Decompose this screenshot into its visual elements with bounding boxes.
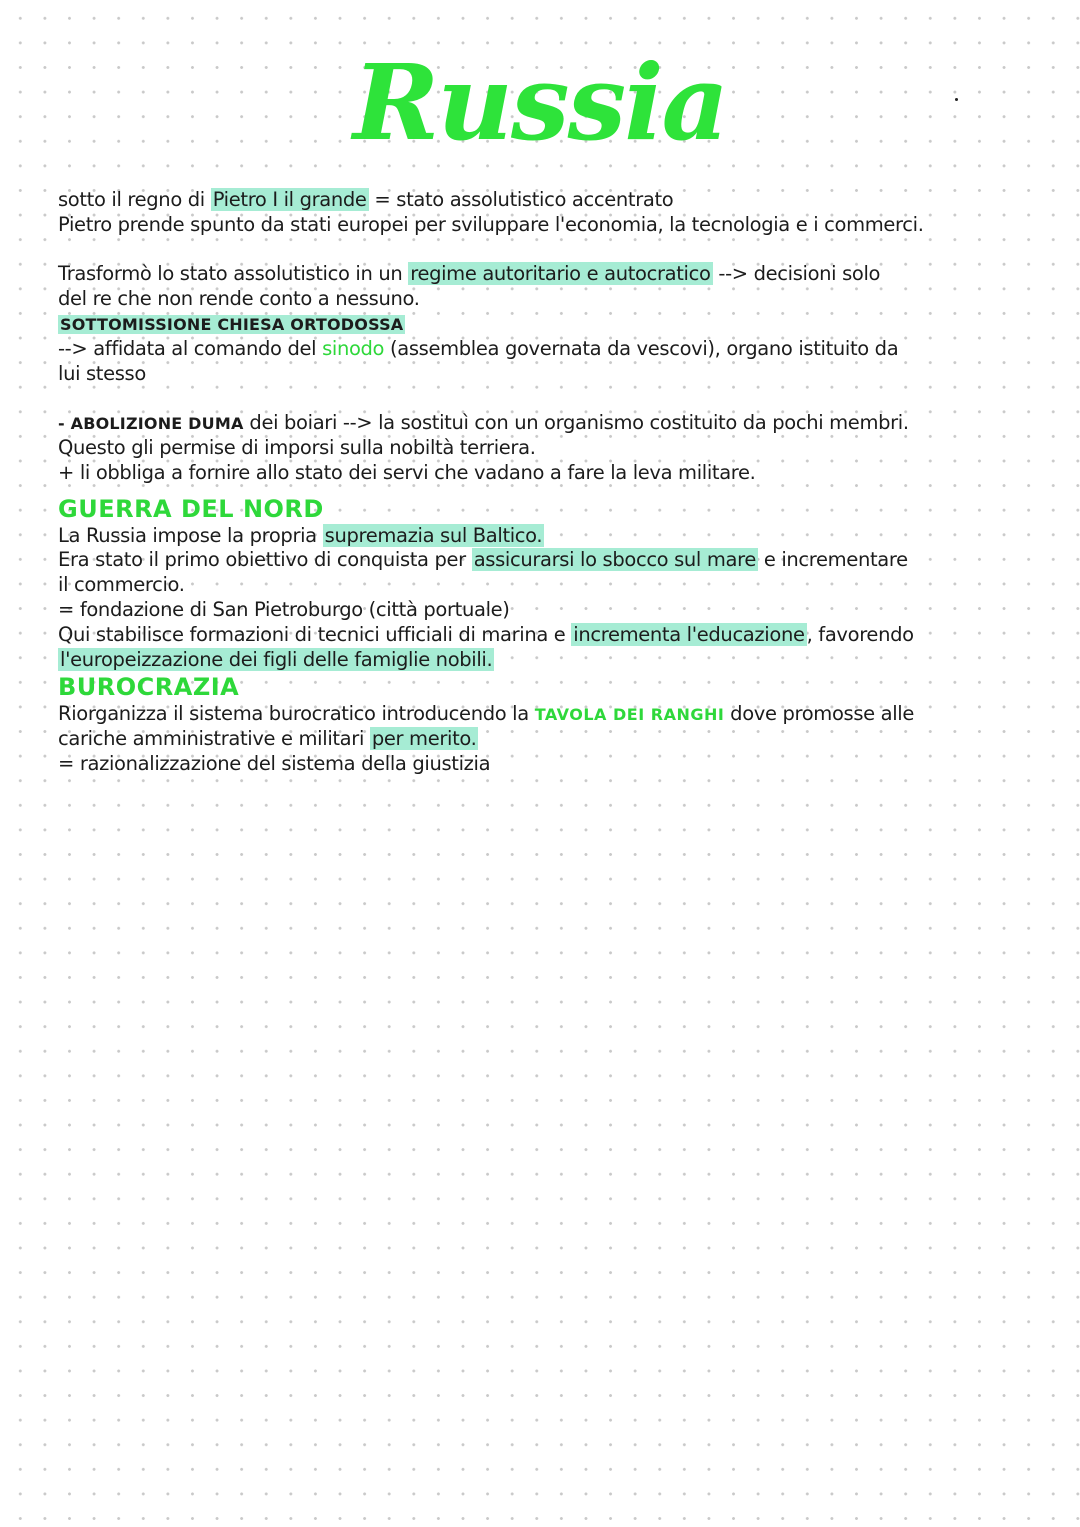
text: sotto il regno di bbox=[58, 188, 211, 211]
ink-dot bbox=[955, 98, 958, 101]
highlight: per merito. bbox=[371, 727, 477, 751]
text-line: = fondazione di San Pietroburgo (città portuale) bbox=[58, 597, 510, 621]
text-line: = razionalizzazione del sistema della giustizia bbox=[58, 751, 491, 775]
text: Era stato il primo obiettivo di conquista per bbox=[58, 548, 472, 572]
text-line: del re che non rende conto a nessuno. bbox=[58, 287, 420, 311]
page-title: Russia bbox=[352, 41, 728, 164]
text-line bbox=[58, 623, 1048, 648]
highlight: regime autoritario e autocratico bbox=[410, 262, 711, 286]
text-line bbox=[58, 188, 1048, 213]
text: --> affidata al comando del bbox=[58, 336, 323, 360]
caps-term: - ABOLIZIONE DUMA bbox=[58, 414, 244, 434]
text-line: il commercio. bbox=[58, 573, 185, 597]
text: Trasformò lo stato assolutistico in un bbox=[58, 262, 409, 286]
text: e incrementare bbox=[757, 548, 908, 572]
text: (assemblea governata da vescovi), organo istituito da bbox=[384, 336, 899, 360]
text-line: Pietro prende spunto da stati europei per sviluppare l'economia, la tecnologia e i commerci. bbox=[58, 212, 924, 236]
green-term: TAVOLA DEI RANGHI bbox=[534, 705, 725, 725]
text: , favorendo bbox=[806, 622, 914, 646]
section-heading-guerra: GUERRA DEL NORD bbox=[58, 494, 324, 523]
subheading-line bbox=[58, 312, 1048, 337]
text-line bbox=[58, 337, 1048, 362]
text: dove promosse alle bbox=[724, 702, 915, 726]
text-line bbox=[58, 548, 1048, 573]
text-line: Questo gli permise di imporsi sulla nobiltà terriera. bbox=[58, 435, 536, 459]
highlight: assicurarsi lo sbocco sul mare bbox=[473, 548, 756, 572]
highlight: l'europeizzazione dei figli delle famiglie nobili. bbox=[60, 647, 493, 671]
highlight: Pietro I il grande bbox=[212, 188, 367, 211]
text: dei boiari --> la sostituì con un organismo costituito da pochi membri. bbox=[243, 411, 909, 435]
text: Qui stabilisce formazioni di tecnici ufficiali di marina e bbox=[58, 622, 572, 646]
text: Riorganizza il sistema burocratico introducendo la bbox=[58, 702, 535, 726]
notes-body bbox=[58, 188, 1048, 777]
text-line bbox=[58, 411, 1048, 436]
section-heading-burocrazia: BUROCRAZIA bbox=[58, 673, 240, 702]
text-line: + li obbliga a fornire allo stato dei servi che vadano a fare la leva militare. bbox=[58, 460, 756, 484]
text: La Russia impose la propria bbox=[58, 523, 323, 547]
text: cariche amministrative e militari bbox=[58, 727, 370, 751]
text: --> decisioni solo bbox=[712, 262, 881, 286]
text-line: lui stesso bbox=[58, 361, 146, 385]
text-line bbox=[58, 727, 1048, 752]
text-line bbox=[58, 262, 1048, 287]
text-line bbox=[58, 702, 1048, 727]
highlight: incrementa l'educazione bbox=[573, 622, 805, 646]
subheading-sottomissione: SOTTOMISSIONE CHIESA ORTODOSSA bbox=[60, 314, 404, 334]
text: = stato assolutistico accentrato bbox=[368, 188, 674, 211]
green-term: sinodo bbox=[322, 336, 385, 360]
text-line bbox=[58, 648, 1048, 673]
highlight: supremazia sul Baltico. bbox=[324, 523, 543, 547]
text-line bbox=[58, 524, 1048, 549]
